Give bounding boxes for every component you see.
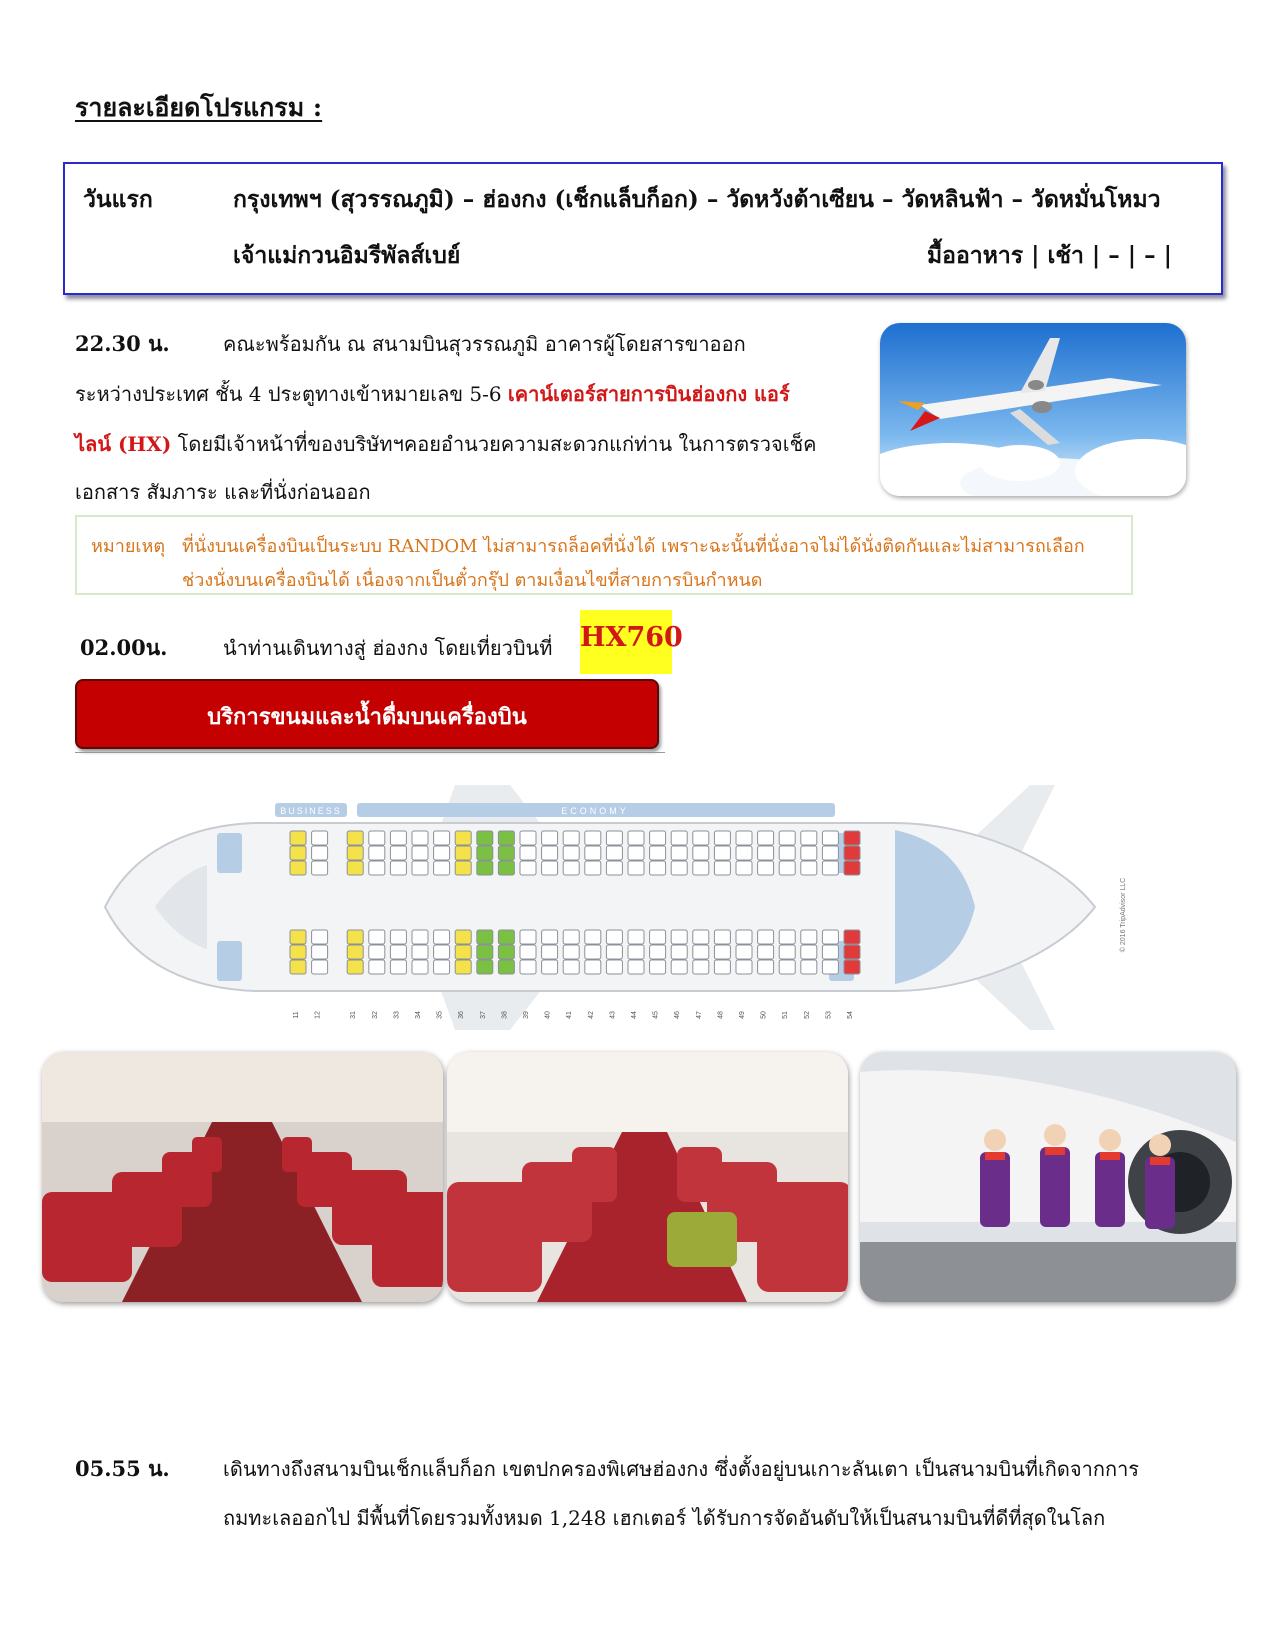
seatmap-credit: © 2016 TripAdvisor LLC — [1120, 877, 1127, 953]
seat — [455, 960, 471, 974]
seat — [369, 831, 385, 845]
airplane-photo — [880, 323, 1186, 496]
item1-line3 — [75, 428, 817, 460]
seat — [779, 960, 795, 974]
item2-time: 02.00น. — [80, 635, 168, 660]
seat — [390, 831, 406, 845]
seat — [628, 945, 644, 959]
row-number: 41 — [566, 1011, 574, 1019]
seat — [628, 861, 644, 875]
row-number: 32 — [371, 1011, 379, 1019]
seat — [585, 861, 601, 875]
seat — [290, 846, 306, 860]
seat — [563, 846, 579, 860]
row-number: 52 — [803, 1011, 811, 1019]
seat — [369, 846, 385, 860]
item1-line3-plain: โดยมีเจ้าหน้าที่ของบริษัทฯคอยอำนวยความสะดวกแก่ท่าน ในการตรวจเช็ค — [171, 432, 817, 456]
note-line1: ที่นั่งบนเครื่องบินเป็นระบบ RANDOM ไม่สามารถล็อคที่นั่งได้ เพราะฉะนั้นที่นั่งอาจไม่ได้นั่งติดกันและไม่สามารถเลือก — [182, 536, 1085, 557]
seat — [498, 960, 514, 974]
divider — [75, 752, 665, 753]
seat — [714, 831, 730, 845]
item1-time: 22.30 น. — [75, 331, 170, 356]
seat — [390, 960, 406, 974]
seat — [312, 930, 328, 944]
seat — [779, 846, 795, 860]
seat — [822, 945, 838, 959]
seat — [290, 930, 306, 944]
seat — [758, 945, 774, 959]
seat — [412, 960, 428, 974]
row-number: 33 — [393, 1011, 401, 1019]
seat — [736, 930, 752, 944]
seat — [822, 846, 838, 860]
seat — [758, 861, 774, 875]
seat-map — [95, 785, 1185, 1030]
seat — [542, 930, 558, 944]
item3-time: 05.55 น. — [75, 1456, 170, 1481]
item1-line4: เอกสาร สัมภาระ และที่นั่งก่อนออก — [75, 480, 371, 504]
seat — [390, 846, 406, 860]
seat — [606, 831, 622, 845]
seat — [606, 930, 622, 944]
seat — [844, 846, 860, 860]
seat — [844, 831, 860, 845]
seat — [347, 831, 363, 845]
item1-line2-plain: ระหว่างประเทศ ชั้น 4 ประตูทางเข้าหมายเลข 5-6 — [75, 382, 508, 406]
flight-number: HX760 — [580, 622, 683, 653]
seat — [390, 861, 406, 875]
seat — [693, 930, 709, 944]
seat — [455, 861, 471, 875]
seat — [455, 831, 471, 845]
seat — [736, 861, 752, 875]
seat — [477, 831, 493, 845]
seat — [347, 960, 363, 974]
row-number: 11 — [293, 1011, 300, 1019]
seat — [563, 861, 579, 875]
row-number: 35 — [436, 1011, 444, 1019]
row-number: 53 — [825, 1011, 833, 1019]
business-label: BUSINESS — [280, 806, 342, 816]
row-number: 51 — [782, 1011, 790, 1019]
section-title: รายละเอียดโปรแกรม : — [75, 93, 323, 122]
galley-front-lower — [217, 941, 242, 981]
seat — [290, 945, 306, 959]
seat — [844, 861, 860, 875]
seat — [779, 930, 795, 944]
seat — [693, 861, 709, 875]
seat — [585, 960, 601, 974]
seat — [650, 930, 666, 944]
seat — [542, 831, 558, 845]
seat — [758, 960, 774, 974]
row-number: 36 — [458, 1011, 466, 1019]
seat — [542, 846, 558, 860]
seat — [498, 930, 514, 944]
seat — [312, 960, 328, 974]
seat — [542, 960, 558, 974]
seat — [671, 960, 687, 974]
seat — [312, 861, 328, 875]
seat — [563, 831, 579, 845]
seat — [671, 861, 687, 875]
seat — [477, 930, 493, 944]
seat — [779, 831, 795, 845]
seat — [714, 846, 730, 860]
seat — [477, 960, 493, 974]
row-number: 44 — [631, 1011, 638, 1019]
seat — [434, 861, 450, 875]
seat — [628, 846, 644, 860]
seat — [714, 960, 730, 974]
seat — [844, 960, 860, 974]
seat — [650, 846, 666, 860]
row-number: 34 — [415, 1011, 422, 1019]
seat — [714, 861, 730, 875]
seat — [434, 846, 450, 860]
service-banner — [75, 679, 659, 749]
seat — [477, 945, 493, 959]
seat — [736, 960, 752, 974]
seat — [412, 945, 428, 959]
seat — [347, 861, 363, 875]
row-number: 48 — [717, 1011, 725, 1019]
seat — [498, 861, 514, 875]
row-number: 50 — [760, 1011, 768, 1019]
seat — [477, 846, 493, 860]
seat — [714, 945, 730, 959]
seat — [390, 930, 406, 944]
cabin-photo-2 — [447, 1052, 848, 1302]
row-number: 45 — [652, 1011, 660, 1019]
item1-line3-airline: ไลน์ (HX) — [75, 432, 172, 456]
row-number: 38 — [501, 1011, 509, 1019]
day-header-box — [63, 162, 1223, 295]
seat — [520, 960, 536, 974]
seat — [542, 861, 558, 875]
seat — [347, 846, 363, 860]
seat — [369, 930, 385, 944]
seat — [412, 930, 428, 944]
seat — [822, 960, 838, 974]
seat — [628, 930, 644, 944]
seat — [498, 846, 514, 860]
seat — [671, 930, 687, 944]
seat — [347, 945, 363, 959]
day-label: วันแรก — [83, 186, 153, 213]
seat — [606, 945, 622, 959]
seat — [671, 831, 687, 845]
seat — [736, 831, 752, 845]
seat — [736, 846, 752, 860]
day-route-line2: เจ้าแม่กวนอิมรีพัลส์เบย์ — [233, 242, 461, 269]
seat — [498, 831, 514, 845]
seat — [628, 960, 644, 974]
seat — [585, 831, 601, 845]
row-number: 37 — [479, 1011, 487, 1019]
economy-label: ECONOMY — [561, 806, 629, 816]
row-number: 31 — [350, 1011, 358, 1019]
seat — [434, 960, 450, 974]
seat — [628, 831, 644, 845]
seat — [312, 831, 328, 845]
row-number: 39 — [523, 1011, 530, 1019]
item1-line2 — [75, 378, 790, 410]
seat — [801, 861, 817, 875]
seat — [779, 861, 795, 875]
row-number: 46 — [674, 1011, 682, 1019]
seat — [693, 945, 709, 959]
note-label: หมายเหตุ — [91, 536, 166, 557]
seat — [542, 945, 558, 959]
seat — [412, 846, 428, 860]
seat — [520, 930, 536, 944]
seat — [606, 861, 622, 875]
seat — [650, 831, 666, 845]
seat — [650, 945, 666, 959]
seat — [801, 930, 817, 944]
seat — [290, 861, 306, 875]
cabin-photo-1 — [42, 1052, 443, 1302]
note-line2: ช่วงนั่งบนเครื่องบินได้ เนื่องจากเป็นตั๋วกรุ๊ป ตามเงื่อนไขที่สายการบินกำหนด — [182, 570, 763, 591]
seat — [822, 861, 838, 875]
seat — [758, 831, 774, 845]
item1-line2-airline: เคาน์เตอร์สายการบินฮ่องกง แอร์ — [507, 382, 790, 406]
seat — [585, 945, 601, 959]
item3-line1: เดินทางถึงสนามบินเช็กแล็บก็อก เขตปกครองพิเศษฮ่องกง ซึ่งตั้งอยู่บนเกาะลันเตา เป็นสนามบินที่เกิดจากการ — [223, 1457, 1140, 1481]
seat — [369, 861, 385, 875]
row-number: 42 — [587, 1011, 595, 1019]
seat — [801, 945, 817, 959]
seat — [412, 831, 428, 845]
seat — [801, 960, 817, 974]
seat — [822, 930, 838, 944]
row-number: 40 — [544, 1011, 552, 1019]
seat — [347, 930, 363, 944]
seat — [563, 960, 579, 974]
seat — [671, 846, 687, 860]
seat — [585, 846, 601, 860]
seat — [520, 831, 536, 845]
seat — [779, 945, 795, 959]
seat — [693, 831, 709, 845]
seat — [498, 945, 514, 959]
seat — [650, 861, 666, 875]
item2-text: นำท่านเดินทางสู่ ฮ่องกง โดยเที่ยวบินที่ — [223, 636, 553, 660]
day-meals: มื้ออาหาร | เช้า | – | – | — [927, 242, 1173, 269]
seat — [369, 945, 385, 959]
crew-photo — [860, 1052, 1236, 1302]
seat — [390, 945, 406, 959]
seat — [477, 861, 493, 875]
row-number: 54 — [847, 1011, 854, 1019]
seat — [434, 945, 450, 959]
seat — [312, 846, 328, 860]
seat — [693, 960, 709, 974]
seat — [758, 846, 774, 860]
seat — [801, 846, 817, 860]
seat — [671, 945, 687, 959]
seat — [455, 846, 471, 860]
seat — [434, 930, 450, 944]
seat — [714, 930, 730, 944]
seat — [758, 930, 774, 944]
seat — [520, 945, 536, 959]
seat — [369, 960, 385, 974]
seat — [290, 960, 306, 974]
seat — [801, 831, 817, 845]
seat — [434, 831, 450, 845]
seat — [563, 930, 579, 944]
seat — [585, 930, 601, 944]
flight-number-badge — [580, 610, 683, 674]
seat — [563, 945, 579, 959]
seat — [455, 945, 471, 959]
seat — [693, 846, 709, 860]
seat — [290, 831, 306, 845]
seat — [736, 945, 752, 959]
service-banner-text: บริการขนมและน้ำดื่มบนเครื่องบิน — [207, 704, 527, 730]
note-box — [75, 515, 1133, 595]
galley-front-upper — [217, 833, 242, 873]
row-number: 12 — [314, 1011, 322, 1019]
seat — [520, 861, 536, 875]
seat — [412, 861, 428, 875]
row-number: 47 — [695, 1011, 703, 1019]
seat — [844, 945, 860, 959]
day-route-line1: กรุงเทพฯ (สุวรรณภูมิ) – ฮ่องกง (เช็กแล็บก็อก) – วัดหวังต้าเซียน – วัดหลินฟ้า – วัดหมั่นโหมว — [233, 186, 1161, 213]
item1-line1: คณะพร้อมกัน ณ สนามบินสุวรรณภูมิ อาคารผู้โดยสารขาออก — [223, 332, 746, 356]
seat — [606, 846, 622, 860]
row-number: 49 — [739, 1011, 746, 1019]
row-number: 43 — [609, 1011, 617, 1019]
seat — [520, 846, 536, 860]
seat — [650, 960, 666, 974]
item3-line2: ถมทะเลออกไป มีพื้นที่โดยรวมทั้งหมด 1,248 เฮกเตอร์ ได้รับการจัดอันดับให้เป็นสนามบินที่ดีที่สุดในโลก — [223, 1506, 1106, 1530]
seat — [844, 930, 860, 944]
seat — [606, 960, 622, 974]
seat — [822, 831, 838, 845]
seat — [455, 930, 471, 944]
seat — [312, 945, 328, 959]
